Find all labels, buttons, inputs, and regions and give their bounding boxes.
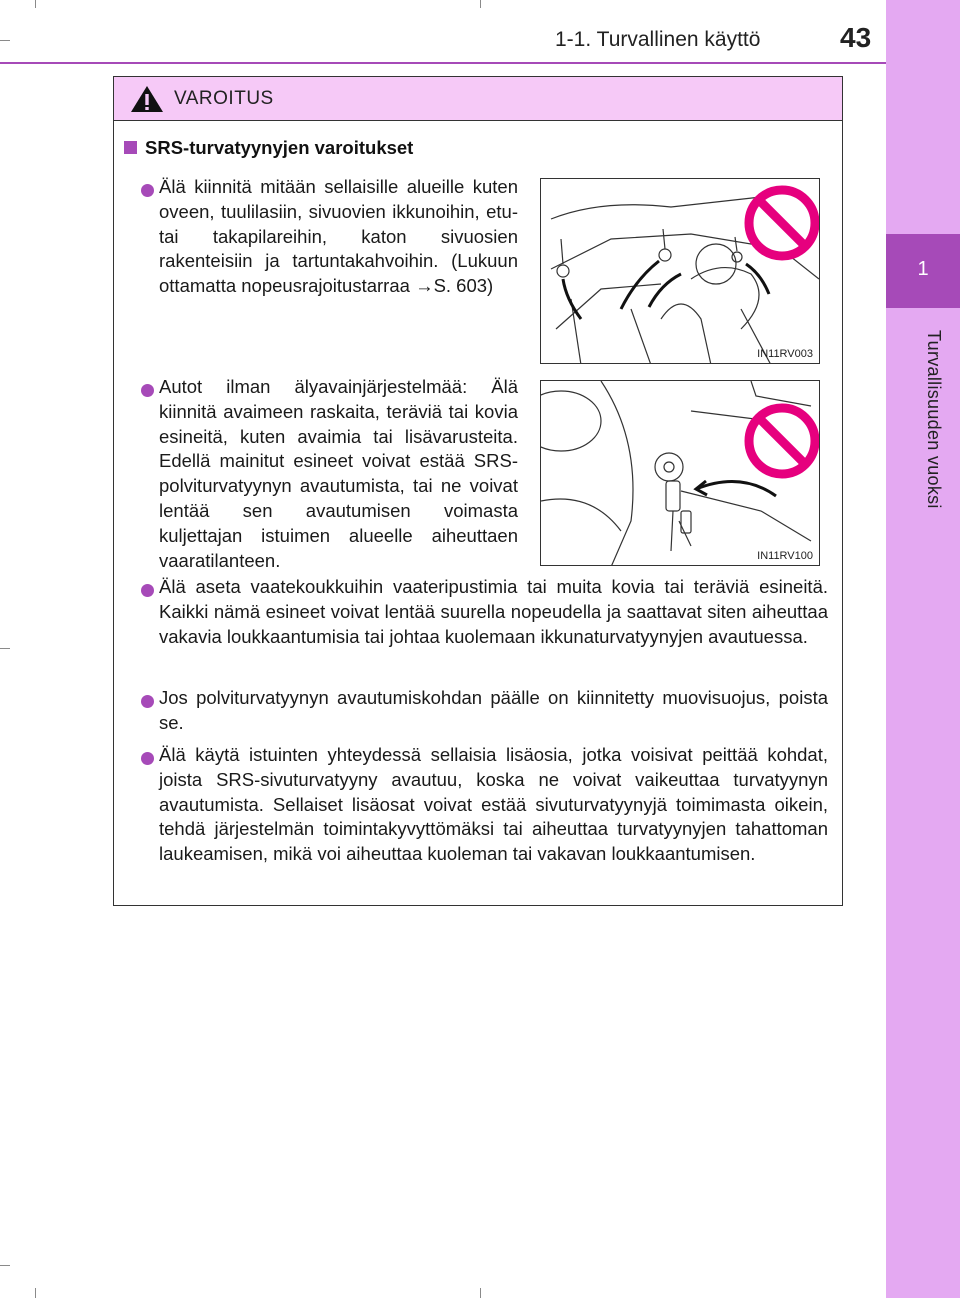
- square-bullet-icon: [124, 141, 137, 154]
- prohibition-icon: [749, 190, 815, 256]
- warning-item: Älä kiinnitä mitään sellaisille alueille kuten oveen, tuulilasiin, sivuovien ikkunoihin, etu- tai takapilareihin, katon sivuosien rakenteisiin ja tartuntakahvoihin. (Lukuun ottamatta nopeusrajoitustarraa →S. 603): [159, 176, 518, 297]
- crop-mark: [0, 648, 10, 649]
- bullet-icon: [141, 384, 154, 397]
- bullet-icon: [141, 752, 154, 765]
- key-ignition-illustration: [541, 381, 820, 566]
- chapter-tab[interactable]: [886, 234, 960, 308]
- page-number: 43: [840, 22, 872, 53]
- crop-mark: [480, 1288, 481, 1298]
- side-tab: [886, 0, 960, 1298]
- crop-mark: [0, 40, 10, 41]
- bullet-icon: [141, 695, 154, 708]
- figure-code: IN11RV100: [757, 550, 813, 562]
- prohibition-icon: [749, 408, 815, 474]
- figure-key-fob: [540, 380, 820, 566]
- bullet-icon: [141, 184, 154, 197]
- chapter-number: 1: [917, 258, 929, 280]
- warning-item: Älä aseta vaatekoukkuihin vaateripustimia tai muita kovia tai teräviä esineitä. Kaikki nämä esineet voivat lentää suurella nopeudella ja saattavat siten aiheuttaa vakavia loukkaantumisia tai johtaa kuolemaan ikkunaturvatyynyjen avautuessa.: [159, 576, 828, 647]
- car-interior-illustration: [541, 179, 820, 364]
- header-rule: [0, 62, 886, 64]
- warning-box: [113, 76, 843, 906]
- figure-code: IN11RV003: [757, 348, 813, 360]
- crop-mark: [35, 0, 36, 8]
- crop-mark: [0, 1265, 10, 1266]
- warning-item: Älä käytä istuinten yhteydessä sellaisia lisäosia, jotka voisivat peittää kohdat, joista SRS-sivuturvatyyny avautuu, koska ne voivat vaikeuttaa turvatyynyn avautumista. Sellaiset lisäosat voivat estää sivuturvatyynyjä toimimasta oikein, tehdä järjestelmän toimintakyvyttömäksi tai aiheuttaa turvatyynyjen tahattoman laukeamisen, mikä voi aiheuttaa kuoleman tai vakavan loukkaantumisen.: [159, 744, 828, 865]
- crop-mark: [480, 0, 481, 8]
- warning-triangle-icon: [130, 85, 164, 113]
- figure-car-interior: [540, 178, 820, 364]
- section-title: 1-1. Turvallinen käyttö: [555, 28, 761, 51]
- crop-mark: [35, 1288, 36, 1298]
- section-heading-text: SRS-turvatyynyjen varoitukset: [145, 137, 414, 158]
- warning-item: Autot ilman älyavainjärjestelmää: Älä kiinnitä avaimeen raskaita, teräviä tai kovia esineitä, kuten avaimia tai lisävarusteita. Edellä mainitut esineet voivat estää SRS-polviturvatyynyn avautumista, tai ne voivat lentää sen avautumisen voimasta kuljettajan istuimen alueelle aiheuttaen vaaratilanteen.: [159, 376, 518, 571]
- warning-item: Jos polviturvatyynyn avautumiskohdan päälle on kiinnitetty muovisuojus, poista se.: [159, 687, 828, 733]
- warning-header: [114, 77, 842, 121]
- warning-title: VAROITUS: [174, 88, 274, 109]
- bullet-icon: [141, 584, 154, 597]
- section-heading: [124, 137, 413, 159]
- chapter-label: Turvallisuuden vuoksi: [924, 330, 944, 509]
